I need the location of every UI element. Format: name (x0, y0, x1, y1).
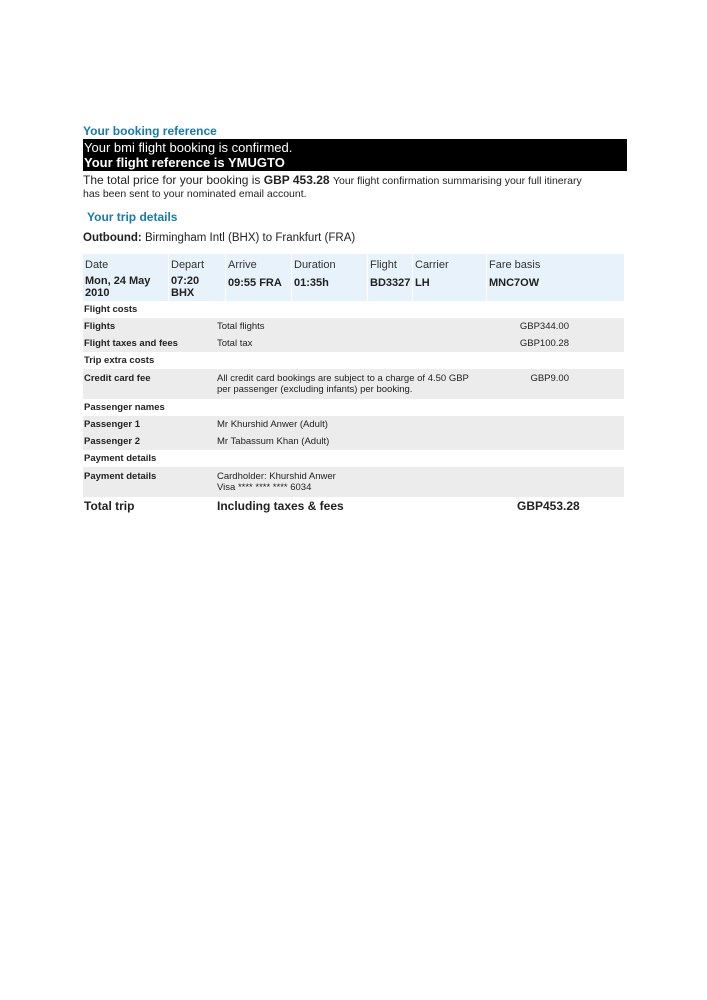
passenger-2-label: Passenger 2 (84, 436, 140, 447)
carrier-column (413, 254, 487, 301)
date-header: Date (85, 259, 109, 271)
flight-header: Flight (370, 259, 397, 271)
confirmation-banner (83, 139, 627, 171)
flight-summary-table (83, 254, 624, 301)
passenger-1-label: Passenger 1 (84, 419, 140, 430)
trip-details-heading: Your trip details (87, 210, 178, 224)
flight-costs-section (83, 301, 624, 318)
cc-desc (217, 373, 517, 395)
depart-value-line2: BHX (171, 287, 195, 299)
date-column (83, 254, 169, 301)
total-price-line (83, 173, 624, 188)
duration-column (292, 254, 368, 301)
flights-label: Flights (84, 321, 116, 332)
total-trip-desc: Including taxes & fees (217, 499, 344, 513)
arrive-column (226, 254, 292, 301)
passenger-2-name: Mr Tabassum Khan (Adult) (217, 436, 330, 447)
carrier-header: Carrier (415, 259, 449, 271)
flight-column (368, 254, 413, 301)
cost-breakdown (83, 301, 624, 497)
flight-value: BD3327 (370, 277, 411, 289)
payment-details-label: Payment details (84, 471, 157, 482)
passenger-1-name: Mr Khurshid Anwer (Adult) (217, 419, 328, 430)
cc-desc-line2: per passenger (excluding infants) per booking. (217, 384, 413, 395)
taxes-row (83, 335, 624, 352)
total-suffix: Your flight confirmation summarising your full itinerary (332, 175, 582, 187)
fare-basis-column (487, 254, 624, 301)
email-line: has been sent to your nominated email account. (83, 188, 307, 200)
confirmed-line: Your bmi flight booking is confirmed. (84, 140, 293, 155)
fare-basis-header: Fare basis (489, 259, 541, 271)
flights-row (83, 318, 624, 335)
total-amount: GBP 453.28 (263, 173, 330, 187)
taxes-amount: GBP100.28 (519, 338, 569, 349)
passenger-2-row (83, 433, 624, 450)
outbound-label: Outbound: (83, 232, 142, 244)
passenger-1-row (83, 416, 624, 433)
outbound-line (83, 231, 624, 245)
total-prefix: The total price for your booking is (83, 173, 261, 187)
fare-basis-value: MNC7OW (489, 277, 540, 289)
duration-header: Duration (294, 259, 336, 271)
arrive-value: 09:55 FRA (228, 277, 282, 289)
cc-desc-line1: All credit card bookings are subject to a charge of 4.50 GBP (217, 373, 469, 384)
booking-confirmation (83, 124, 624, 513)
date-value-line2: 2010 (85, 287, 110, 299)
payment-details-section (83, 450, 624, 467)
credit-card-fee-row (83, 369, 624, 399)
payment-details-heading: Payment details (84, 453, 157, 464)
date-value-line1: Mon, 24 May (85, 275, 151, 287)
flights-amount: GBP344.00 (519, 321, 569, 332)
booking-reference-heading: Your booking reference (83, 124, 217, 138)
cc-label: Credit card fee (84, 373, 151, 384)
total-trip-amount: GBP453.28 (517, 499, 580, 513)
extra-costs-heading: Trip extra costs (84, 355, 155, 366)
extra-costs-section (83, 352, 624, 369)
passenger-names-heading: Passenger names (84, 402, 165, 413)
flight-reference-line: Your flight reference is YMUGTO (84, 155, 285, 170)
flights-desc: Total flights (217, 321, 265, 332)
payment-details-row (83, 467, 624, 497)
carrier-value: LH (415, 277, 430, 289)
taxes-label: Flight taxes and fees (84, 338, 178, 349)
passenger-names-section (83, 399, 624, 416)
card-number-line: Visa **** **** **** 6034 (217, 482, 312, 493)
total-trip-row (83, 499, 624, 513)
depart-value-line1: 07:20 (171, 275, 200, 287)
arrive-header: Arrive (228, 259, 257, 271)
total-trip-label: Total trip (84, 499, 135, 513)
outbound-route: Birmingham Intl (BHX) to Frankfurt (FRA) (144, 232, 356, 244)
flight-costs-heading: Flight costs (84, 304, 138, 315)
depart-column (169, 254, 226, 301)
cc-amount: GBP9.00 (530, 373, 569, 384)
duration-value: 01:35h (294, 277, 329, 289)
cardholder-line: Cardholder: Khurshid Anwer (217, 471, 336, 482)
taxes-desc: Total tax (217, 338, 253, 349)
depart-header: Depart (171, 259, 205, 271)
payment-card-info (217, 471, 517, 493)
